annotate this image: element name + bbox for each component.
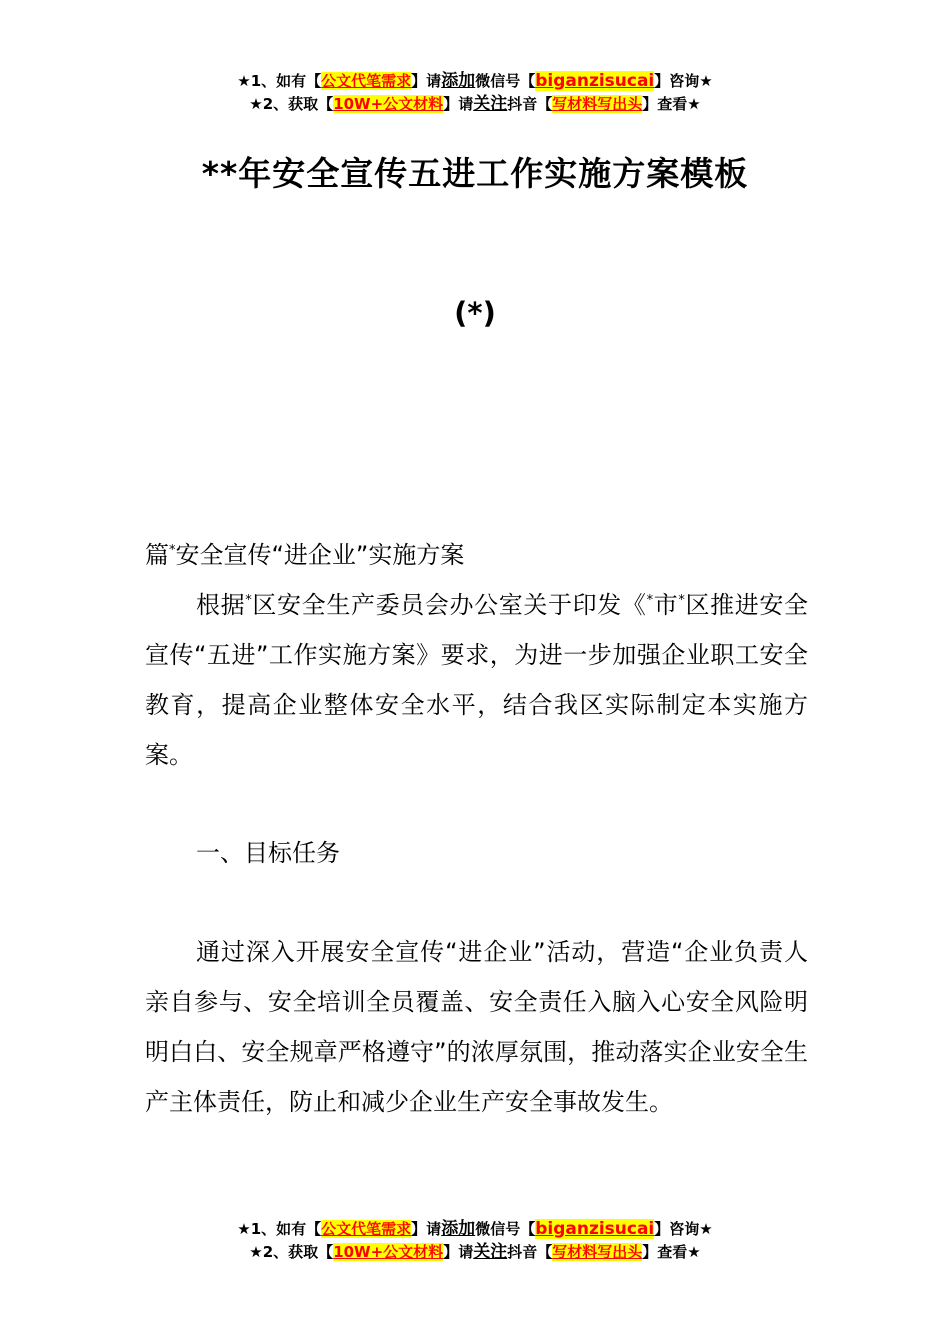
banner-line-1: ★1、如有【公文代笔需求】请添加微信号【biganzisucai】咨询★: [237, 71, 713, 91]
service-highlight: 公文代笔需求: [321, 1220, 412, 1238]
intro-paragraph: 根据*区安全生产委员会办公室关于印发《*市*区推进安全宣传“五进”工作实施方案》要求，为进一步加强企业职工安全教育，提高企业整体安全水平，结合我区实际制定本实施方案。: [145, 591, 809, 769]
materials-highlight: 10W+公文材料: [333, 95, 444, 113]
section-heading: 篇*安全宣传“进企业”实施方案: [145, 541, 465, 569]
douyin-id-highlight: 写材料写出头: [552, 1243, 643, 1261]
banner-line-2: ★2、获取【10W+公文材料】请关注抖音【写材料写出头】查看★: [249, 94, 701, 114]
wechat-id-highlight: biganzisucai: [535, 71, 655, 91]
wechat-id-highlight: biganzisucai: [535, 1219, 655, 1239]
douyin-id-highlight: 写材料写出头: [552, 95, 643, 113]
top-banner: [0, 70, 950, 116]
materials-highlight: 10W+公文材料: [333, 1243, 444, 1261]
banner-line-2: ★2、获取【10W+公文材料】请关注抖音【写材料写出头】查看★: [249, 1242, 701, 1262]
bottom-banner: [0, 1218, 950, 1264]
service-highlight: 公文代笔需求: [321, 72, 412, 90]
heading-target-tasks-block: [145, 828, 808, 878]
page-title: **年安全宣传五进工作实施方案模板: [201, 154, 749, 193]
heading-target-tasks: 一、目标任务: [196, 839, 340, 867]
banner-line-1: ★1、如有【公文代笔需求】请添加微信号【biganzisucai】咨询★: [237, 1219, 713, 1239]
page-subtitle: (*): [454, 296, 496, 330]
target-tasks-block: [145, 927, 808, 1127]
target-tasks-paragraph: 通过深入开展安全宣传“进企业”活动，营造“企业负责人亲自参与、安全培训全员覆盖、安全责任入脑入心安全风险明明白白、安全规章严格遵守”的浓厚氛围，推动落实企业安全生产主体责任，防止和减少企业生产安全事故发生。: [145, 938, 808, 1116]
document-body: [145, 530, 808, 780]
